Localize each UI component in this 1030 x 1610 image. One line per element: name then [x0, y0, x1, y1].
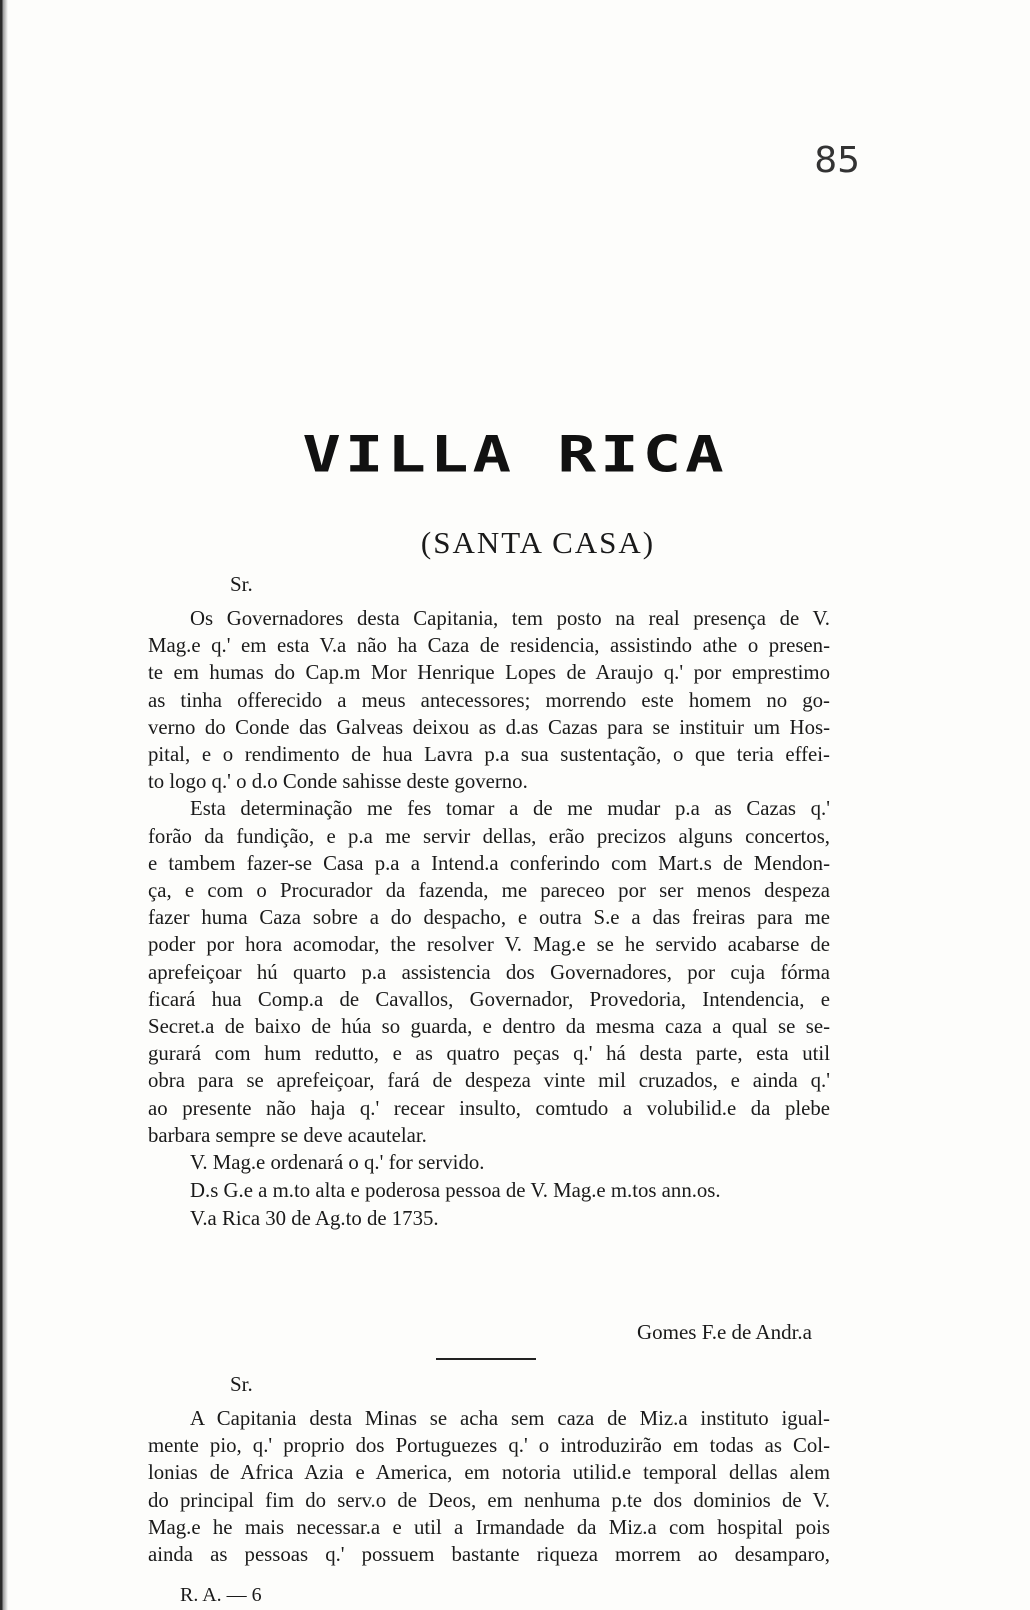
letter-1: [148, 572, 830, 1233]
text-line: to logo q.' o d.o Conde sahisse deste governo.: [148, 770, 528, 794]
text-line: Os Governadores desta Capitania, tem posto na real presença de V.: [190, 607, 830, 630]
letter-2-salutation: Sr.: [230, 1372, 253, 1396]
text-line: Mag.e q.' em esta V.a não ha Caza de residencia, assistindo athe o presen-: [148, 634, 830, 658]
text-line: gurará com hum redutto, e as quatro peças q.' há desta parte, esta util: [148, 1042, 830, 1066]
letter-1-date-line: V.a Rica 30 de Ag.to de 1735.: [190, 1207, 439, 1231]
footer-signature-mark: R. A. — 6: [180, 1584, 262, 1606]
text-line: te em humas do Cap.m Mor Henrique Lopes de Araujo q.' por emprestimo: [148, 661, 830, 685]
text-line: aprefeiçoar hú quarto p.a assistencia dos Governadores, por cuja fórma: [148, 960, 830, 984]
letter-1-signature: Gomes F.e de Andr.a: [636, 1320, 812, 1344]
text-line: do principal fim do serv.o de Deos, em nenhuma p.te dos dominios de V.: [148, 1488, 830, 1512]
text-line: pital, e o rendimento de hua Lavra p.a sua sustentação, o que teria effei-: [148, 743, 830, 767]
text-line: poder por hora acomodar, the resolver V. Mag.e se he servido acabarse de: [148, 933, 830, 957]
letter-2: [148, 1372, 830, 1568]
text-line: e tambem fazer-se Casa p.a a Intend.a conferindo com Mart.s de Mendon-: [148, 851, 830, 875]
section-divider: [436, 1358, 536, 1360]
letter-1-salutation: Sr.: [230, 572, 253, 596]
text-line: verno do Conde das Galveas deixou as d.as Cazas para se instituir um Hos-: [148, 715, 830, 739]
text-line: mente pio, q.' proprio dos Portuguezes q.' o introduzirão em todas as Col-: [148, 1434, 830, 1458]
text-line: ficará hua Comp.a de Cavallos, Governador, Provedoria, Intendencia, e: [148, 987, 830, 1011]
letter-1-closing-line: D.s G.e a m.to alta e poderosa pessoa de V. Mag.e m.tos ann.os.: [190, 1179, 721, 1203]
text-line: as tinha offerecido a meus antecessores; morrendo este homem no go-: [148, 688, 830, 712]
page-number: 85: [814, 140, 860, 181]
letter-1-closing-line: V. Mag.e ordenará o q.' for servido.: [190, 1151, 485, 1175]
text-line: Esta determinação me fes tomar a de me mudar p.a as Cazas q.': [190, 797, 830, 821]
text-line: Secret.a de baixo de húa so guarda, e dentro da mesma caza a qual se se-: [148, 1015, 830, 1039]
text-line: ao presente não haja q.' recear insulto, comtudo a volubilid.e da plebe: [148, 1096, 830, 1120]
text-line: ainda as pessoas q.' possuem bastante riqueza morrem ao desamparo,: [148, 1543, 830, 1567]
text-line: barbara sempre se deve acautelar.: [148, 1123, 427, 1147]
letter-2-paragraph-1: [148, 1405, 830, 1568]
text-line: forão da fundição, e p.a me servir dellas, erão precizos alguns concertos,: [148, 824, 830, 848]
page-subtitle: (SANTA CASA): [420, 525, 656, 560]
text-line: lonias de Africa Azia e America, em notoria utilid.e temporal dellas alem: [148, 1461, 830, 1485]
text-line: obra para se aprefeiçoar, fará de despeza vinte mil cruzados, e ainda q.': [148, 1069, 830, 1093]
page-title: VILLA RICA: [302, 426, 728, 484]
text-line: ça, e com o Procurador da fazenda, me pareceo por ser menos despeza: [148, 879, 830, 903]
text-line: fazer huma Caza sobre a do despacho, e outra S.e a das freiras para me: [148, 906, 830, 930]
text-line: Mag.e he mais necessar.a e util a Irmandade da Miz.a com hospital pois: [148, 1515, 830, 1539]
letter-1-paragraph-1: [148, 605, 830, 795]
letter-1-paragraph-2: [148, 795, 830, 1149]
page-edge-shadow: [0, 0, 10, 1610]
text-line: A Capitania desta Minas se acha sem caza de Miz.a instituto igual-: [190, 1407, 830, 1430]
